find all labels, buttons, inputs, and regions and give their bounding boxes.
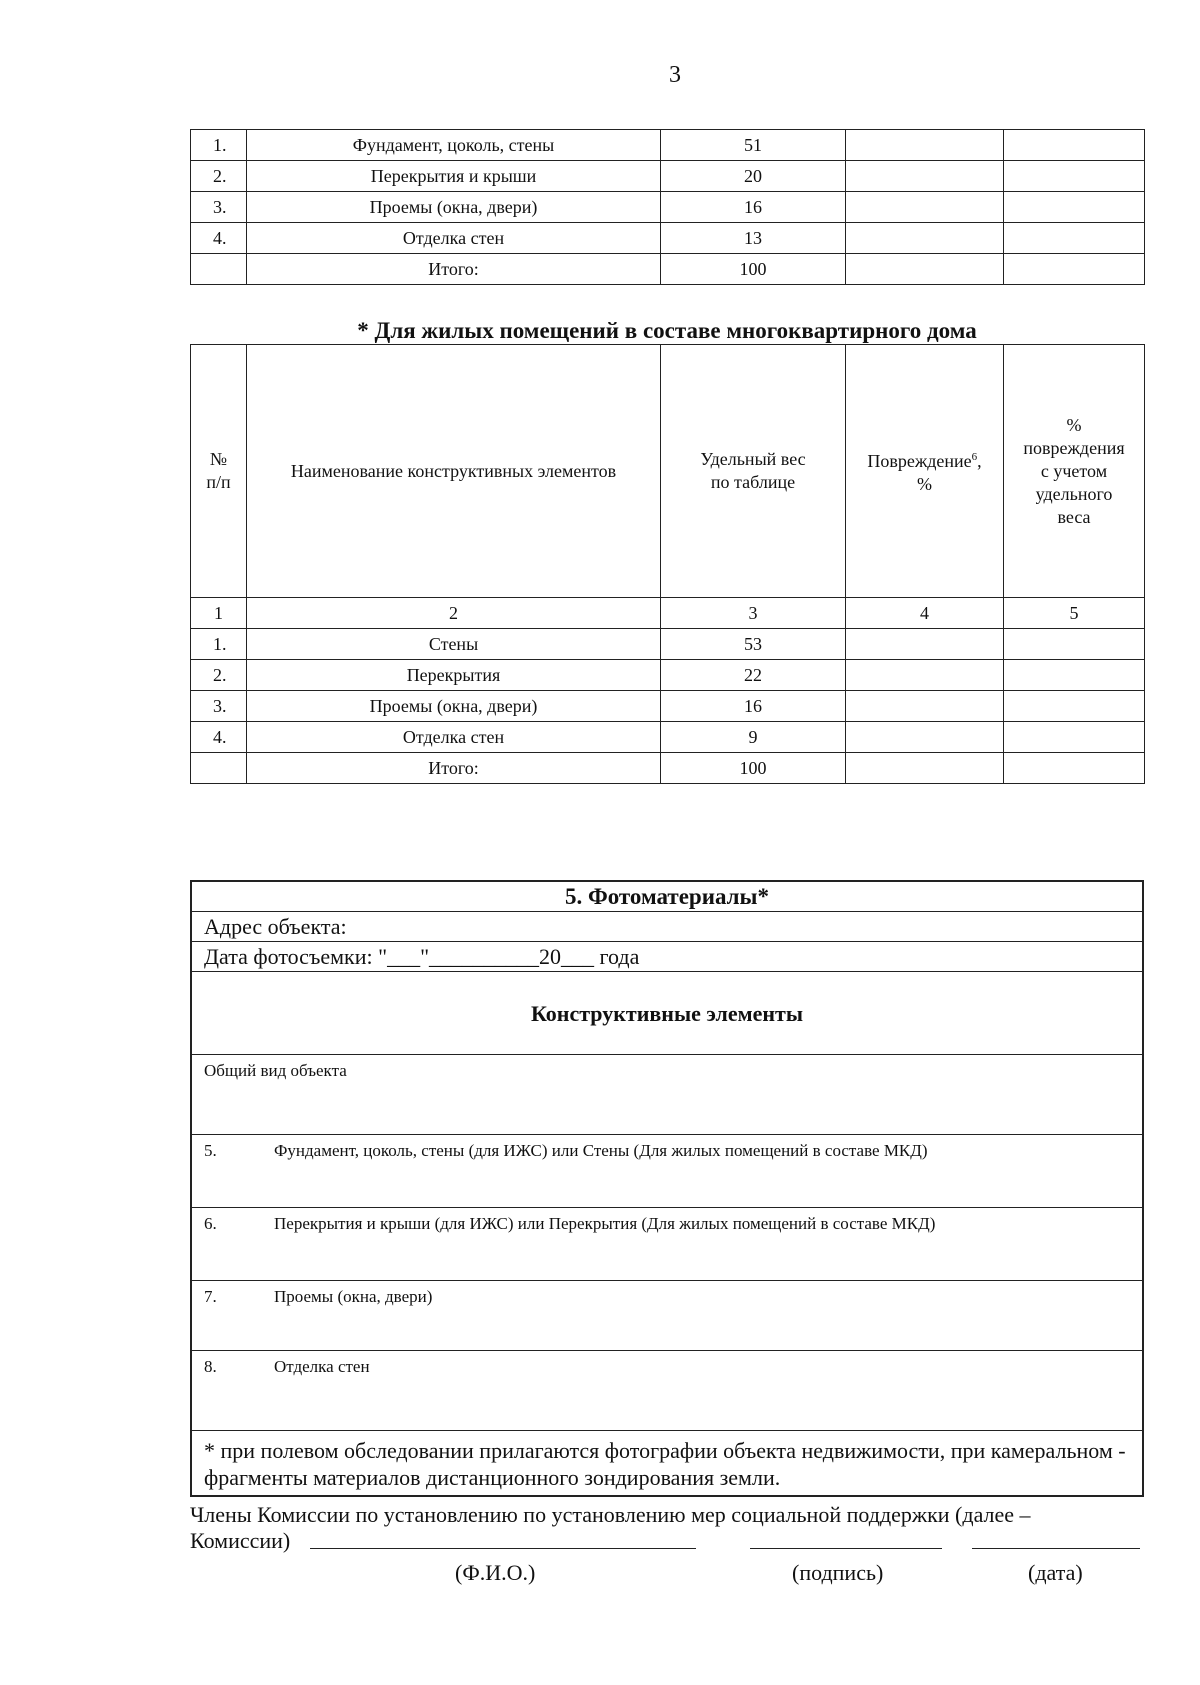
table-header-row <box>191 345 1145 598</box>
photo-item-number: 6. <box>204 1214 217 1233</box>
weights-table-ijs <box>190 129 1145 285</box>
total-row <box>191 254 1145 285</box>
element-name: Перекрытия и крыши <box>247 161 661 192</box>
photo-item <box>192 1135 1142 1208</box>
photo-item <box>192 1281 1142 1351</box>
photo-item-number: 5. <box>204 1141 217 1160</box>
weighted-damage-cell <box>1004 753 1145 784</box>
weighted-damage-cell <box>1004 629 1145 660</box>
weighted-damage-cell <box>1004 691 1145 722</box>
total-value: 100 <box>661 753 846 784</box>
photo-materials-section <box>190 880 1144 1497</box>
row-number: 1. <box>191 629 247 660</box>
row-number <box>191 254 247 285</box>
specific-weight: 16 <box>661 691 846 722</box>
specific-weight: 53 <box>661 629 846 660</box>
header-name: Наименование конструктивных элементов <box>247 345 661 598</box>
photo-item-number: 8. <box>204 1357 217 1376</box>
col-number: 1 <box>191 598 247 629</box>
header-weighted-damage: % повреждения с учетом удельного веса <box>1004 345 1145 598</box>
total-row <box>191 753 1145 784</box>
weighted-damage-cell <box>1004 722 1145 753</box>
photo-section-title: 5. Фотоматериалы* <box>192 882 1142 912</box>
photo-date-field: Дата фотосъемки: "___"__________20___ года <box>192 942 1142 972</box>
signature-line <box>750 1548 942 1549</box>
photo-item <box>192 1351 1142 1431</box>
element-name: Проемы (окна, двери) <box>247 691 661 722</box>
photo-item-text: Проемы (окна, двери) <box>274 1287 433 1306</box>
col-number: 5 <box>1004 598 1145 629</box>
col-number: 4 <box>846 598 1004 629</box>
specific-weight: 51 <box>661 130 846 161</box>
element-name: Отделка стен <box>247 223 661 254</box>
row-number: 3. <box>191 192 247 223</box>
table-row <box>191 130 1145 161</box>
header-weight: Удельный вес по таблице <box>661 345 846 598</box>
table-row <box>191 691 1145 722</box>
table-row <box>191 722 1145 753</box>
damage-cell <box>846 192 1004 223</box>
total-value: 100 <box>661 254 846 285</box>
total-label: Итого: <box>247 753 661 784</box>
weighted-damage-cell <box>1004 223 1145 254</box>
header-damage: Повреждение$^6$, % <box>846 345 1004 598</box>
commission-members-text2: Комиссии) <box>190 1528 291 1553</box>
weights-table-mkd <box>190 344 1145 784</box>
specific-weight: 22 <box>661 660 846 691</box>
weighted-damage-cell <box>1004 192 1145 223</box>
commission-members-line <box>190 1502 1150 1554</box>
table-row <box>191 223 1145 254</box>
row-number: 3. <box>191 691 247 722</box>
specific-weight: 20 <box>661 161 846 192</box>
table-row <box>191 192 1145 223</box>
row-number: 2. <box>191 161 247 192</box>
weighted-damage-cell <box>1004 161 1145 192</box>
photo-item-text: Отделка стен <box>274 1357 370 1376</box>
damage-cell <box>846 629 1004 660</box>
row-number: 4. <box>191 722 247 753</box>
damage-cell <box>846 660 1004 691</box>
damage-cell <box>846 254 1004 285</box>
photo-item-text: Фундамент, цоколь, стены (для ИЖС) или Стены (Для жилых помещений в составе МКД) <box>274 1141 928 1160</box>
specific-weight: 16 <box>661 192 846 223</box>
mkd-table-heading: * Для жилых помещений в составе многоквартирного дома <box>357 318 977 343</box>
row-number: 4. <box>191 223 247 254</box>
signature-label: (подпись) <box>792 1560 884 1585</box>
row-number <box>191 753 247 784</box>
element-name: Отделка стен <box>247 722 661 753</box>
damage-cell <box>846 223 1004 254</box>
weighted-damage-cell <box>1004 130 1145 161</box>
column-numbers-row <box>191 598 1145 629</box>
page-number: 3 <box>669 62 681 88</box>
col-number: 3 <box>661 598 846 629</box>
fio-label: (Ф.И.О.) <box>455 1560 536 1585</box>
header-num: № п/п <box>191 345 247 598</box>
photo-item <box>192 1208 1142 1281</box>
row-number: 2. <box>191 660 247 691</box>
row-number: 1. <box>191 130 247 161</box>
object-address-field: Адрес объекта: <box>192 912 1142 942</box>
specific-weight: 13 <box>661 223 846 254</box>
damage-cell <box>846 130 1004 161</box>
date-signature-line <box>972 1548 1140 1549</box>
specific-weight: 9 <box>661 722 846 753</box>
weighted-damage-cell <box>1004 254 1145 285</box>
structural-elements-heading: Конструктивные элементы <box>192 972 1142 1055</box>
damage-cell <box>846 161 1004 192</box>
damage-cell <box>846 691 1004 722</box>
total-label: Итого: <box>247 254 661 285</box>
photo-footnote: * при полевом обследовании прилагаются фотографии объекта недвижимости, при камеральном - фрагменты материалов дистанционного зондирования земли. <box>204 1438 1126 1490</box>
col-number: 2 <box>247 598 661 629</box>
damage-cell <box>846 722 1004 753</box>
commission-members-text: Члены Комиссии по установлению по установлению мер социальной поддержки (далее – <box>190 1502 1031 1527</box>
photo-item-text: Перекрытия и крыши (для ИЖС) или Перекрытия (Для жилых помещений в составе МКД) <box>274 1214 936 1233</box>
damage-cell <box>846 753 1004 784</box>
general-view-cell: Общий вид объекта <box>192 1055 1142 1135</box>
element-name: Перекрытия <box>247 660 661 691</box>
fio-signature-line <box>310 1548 696 1549</box>
element-name: Проемы (окна, двери) <box>247 192 661 223</box>
table-row <box>191 629 1145 660</box>
weighted-damage-cell <box>1004 660 1145 691</box>
table-row <box>191 660 1145 691</box>
photo-item-number: 7. <box>204 1287 217 1306</box>
date-label: (дата) <box>1028 1560 1083 1585</box>
element-name: Стены <box>247 629 661 660</box>
table-row <box>191 161 1145 192</box>
element-name: Фундамент, цоколь, стены <box>247 130 661 161</box>
